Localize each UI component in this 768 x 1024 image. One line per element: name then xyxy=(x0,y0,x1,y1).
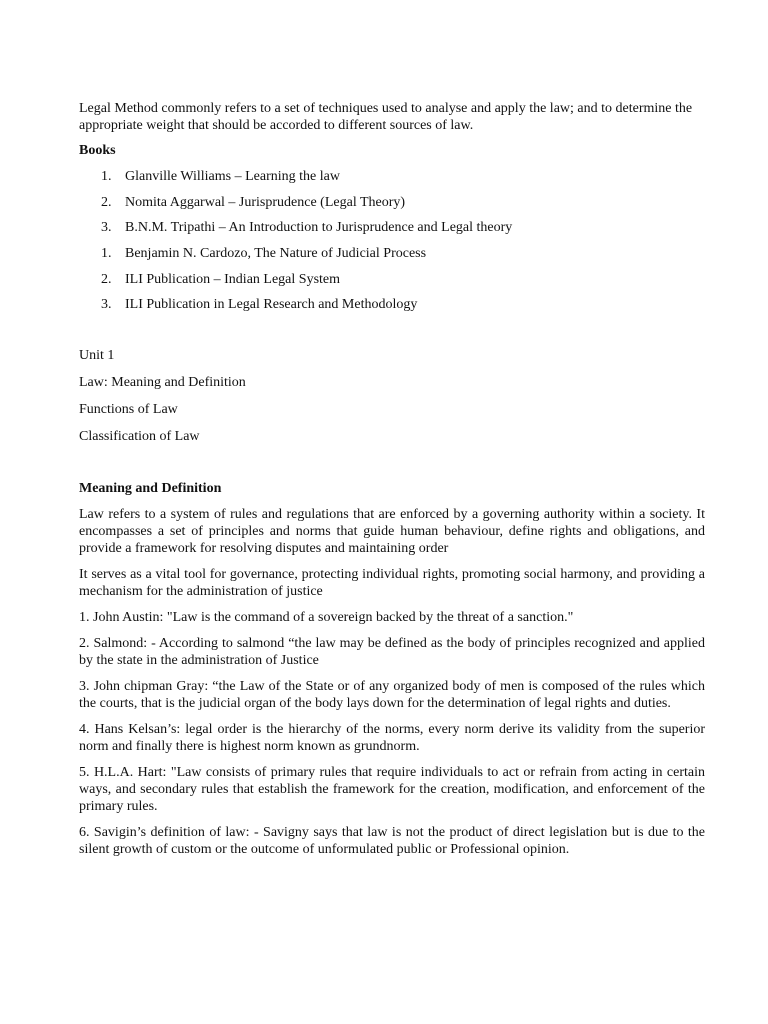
book-title: Nomita Aggarwal – Jurisprudence (Legal Theory) xyxy=(125,194,406,210)
meaning-heading: Meaning and Definition xyxy=(79,480,222,496)
definition-paragraph: 6. Savigin’s definition of law: - Savigny says that law is not the product of direct legislation but is due to the silent growth of custom or the outcome of unformulated public or Professional opinion. xyxy=(79,824,705,857)
book-title: Benjamin N. Cardozo, The Nature of Judicial Process xyxy=(125,246,427,262)
definition-paragraph: 1. John Austin: "Law is the command of a sovereign backed by the threat of a sanction." xyxy=(79,609,574,625)
unit-topic: Classification of Law xyxy=(79,428,200,444)
books-heading: Books xyxy=(79,143,116,158)
book-number: 3. xyxy=(101,220,112,236)
book-item xyxy=(79,169,705,185)
book-title: ILI Publication in Legal Research and Methodology xyxy=(125,297,418,313)
book-item xyxy=(79,297,705,313)
intro-paragraph: Legal Method commonly refers to a set of techniques used to analyse and apply the law; and to determine the appropriate weight that should be accorded to different sources of law. xyxy=(79,101,693,133)
book-number: 2. xyxy=(101,194,112,210)
book-title: Glanville Williams – Learning the law xyxy=(125,169,340,184)
books-list xyxy=(79,169,705,313)
unit-block xyxy=(79,347,705,444)
body-paragraph: It serves as a vital tool for governance, protecting individual rights, promoting social harmony, and providing a mechanism for the administration of justice xyxy=(79,566,705,599)
body-paragraph: Law refers to a system of rules and regulations that are enforced by a governing authority within a society. It encompasses a set of principles and norms that guide human behaviour, define rights and obligations, and provide a framework for resolving disputes and maintaining order xyxy=(79,506,705,556)
unit-topic: Functions of Law xyxy=(79,401,178,417)
book-item xyxy=(79,272,705,288)
document-page xyxy=(79,100,705,867)
book-item xyxy=(79,220,705,236)
book-number: 3. xyxy=(101,297,112,313)
book-item xyxy=(79,195,705,211)
book-number: 2. xyxy=(101,271,112,287)
unit-topic: Law: Meaning and Definition xyxy=(79,375,246,391)
book-title: ILI Publication – Indian Legal System xyxy=(125,271,341,287)
book-number: 1. xyxy=(101,246,112,262)
definition-paragraph: 4. Hans Kelsan’s: legal order is the hierarchy of the norms, every norm derive its validity from the superior norm and finally there is highest norm known as grundnorm. xyxy=(79,721,705,754)
definition-paragraph: 3. John chipman Gray: “the Law of the State or of any organized body of men is composed of the rules which the courts, that is the judicial organ of the body lays down for the determination of legal rights and duties. xyxy=(79,678,705,711)
definition-paragraph: 5. H.L.A. Hart: "Law consists of primary rules that require individuals to act or refrain from acting in certain ways, and secondary rules that establish the framework for the creation, modification, and enforcement of the primary rules. xyxy=(79,764,705,814)
definition-paragraph: 2. Salmond: - According to salmond “the law may be defined as the body of principles recognized and applied by the state in the administration of Justice xyxy=(79,635,705,668)
book-item xyxy=(79,246,705,262)
book-number: 1. xyxy=(101,169,112,184)
book-title: B.N.M. Tripathi – An Introduction to Jurisprudence and Legal theory xyxy=(125,220,513,236)
unit-title: Unit 1 xyxy=(79,348,115,364)
